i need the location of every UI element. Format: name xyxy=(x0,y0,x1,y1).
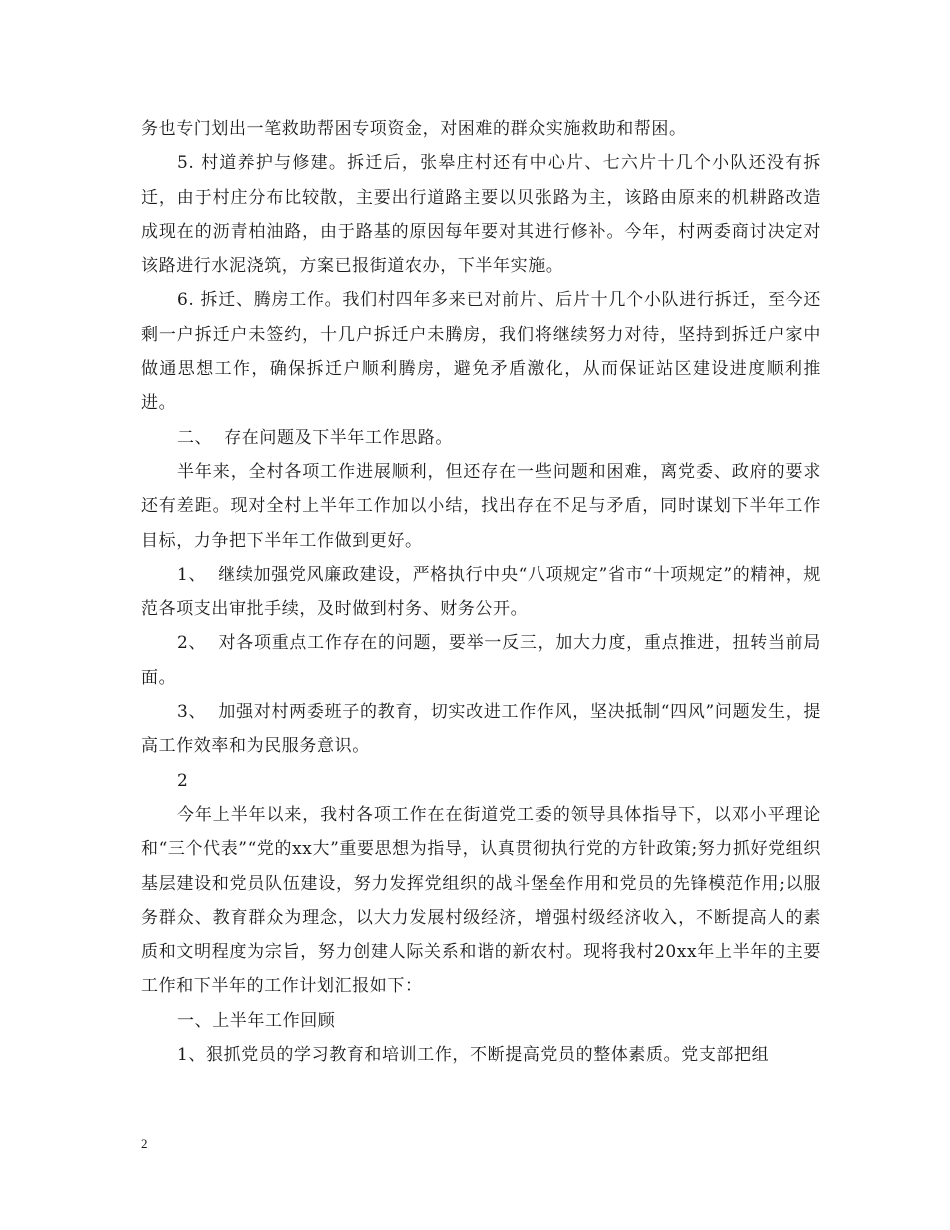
list-item-3: 3、 加强对村两委班子的教育，切实改进工作作风，坚决抵制“四风”问题发生，提高工作效率和为民服务意识。 xyxy=(141,702,821,757)
paragraph-introduction: 今年上半年以来，我村各项工作在在街道党工委的领导具体指导下，以邓小平理论和“三个代表”“党的xx大”重要思想为指导，认真贯彻执行党的方针政策;努力抓好党组织基层建设和党员队伍建设，努力发挥党组织的战斗堡垒作用和党员的先锋模范作用;以服务群众、教育群众为理念，以大力发展村级经济，增强村级经济收入，不断提高人的素质和文明程度为宗旨，努力创建人际关系和谐的新农村。现将我村20xx年上半年的主要工作和下半年的工作计划汇报如下： xyxy=(141,804,821,997)
document-body xyxy=(141,112,821,1072)
paragraph-demolition: 6. 拆迁、腾房工作。我们村四年多来已对前片、后片十几个小队进行拆迁，至今还剩一户拆迁户未签约，十几户拆迁户未腾房，我们将继续努力对待，坚持到拆迁户家中做通思想工作，确保拆迁户顺利腾房，避免矛盾激化，从而保证站区建设进度顺利推进。 xyxy=(141,290,821,414)
paragraph-party-training: 1、狠抓党员的学习教育和培训工作，不断提高党员的整体素质。党支部把组 xyxy=(177,1045,770,1066)
paragraph-relief-fund: 务也专门划出一笔救助帮困专项资金，对困难的群众实施救助和帮困。 xyxy=(141,119,687,139)
list-item-1: 1、 继续加强党风廉政建设，严格执行中央“八项规定”省市“十项规定”的精神，规范各项支出审批手续，及时做到村务、财务公开。 xyxy=(141,564,821,620)
section-heading-review: 一、上半年工作回顾 xyxy=(177,1010,336,1031)
section-number: 2 xyxy=(177,770,189,791)
page-number: 2 xyxy=(141,1136,148,1151)
list-item-2: 2、 对各项重点工作存在的问题，要举一反三，加大力度，重点推进，扭转当前局面。 xyxy=(141,633,821,688)
section-heading-problems: 二、 存在问题及下半年工作思路。 xyxy=(177,427,454,448)
paragraph-half-year-summary: 半年来，全村各项工作进展顺利，但还存在一些问题和困难，离党委、政府的要求还有差距。现对全村上半年工作加以小结，找出存在不足与矛盾，同时谋划下半年工作目标，力争把下半年工作做到更好。 xyxy=(141,461,821,551)
paragraph-road-maintenance: 5. 村道养护与修建。拆迁后，张皋庄村还有中心片、七六片十几个小队还没有拆迁，由于村庄分布比较散，主要出行道路主要以贝张路为主，该路由原来的机耕路改造成现在的沥青柏油路，由于路基的原因每年要对其进行修补。今年，村两委商讨决定对该路进行水泥浇筑，方案已报街道农办，下半年实施。 xyxy=(141,153,821,277)
